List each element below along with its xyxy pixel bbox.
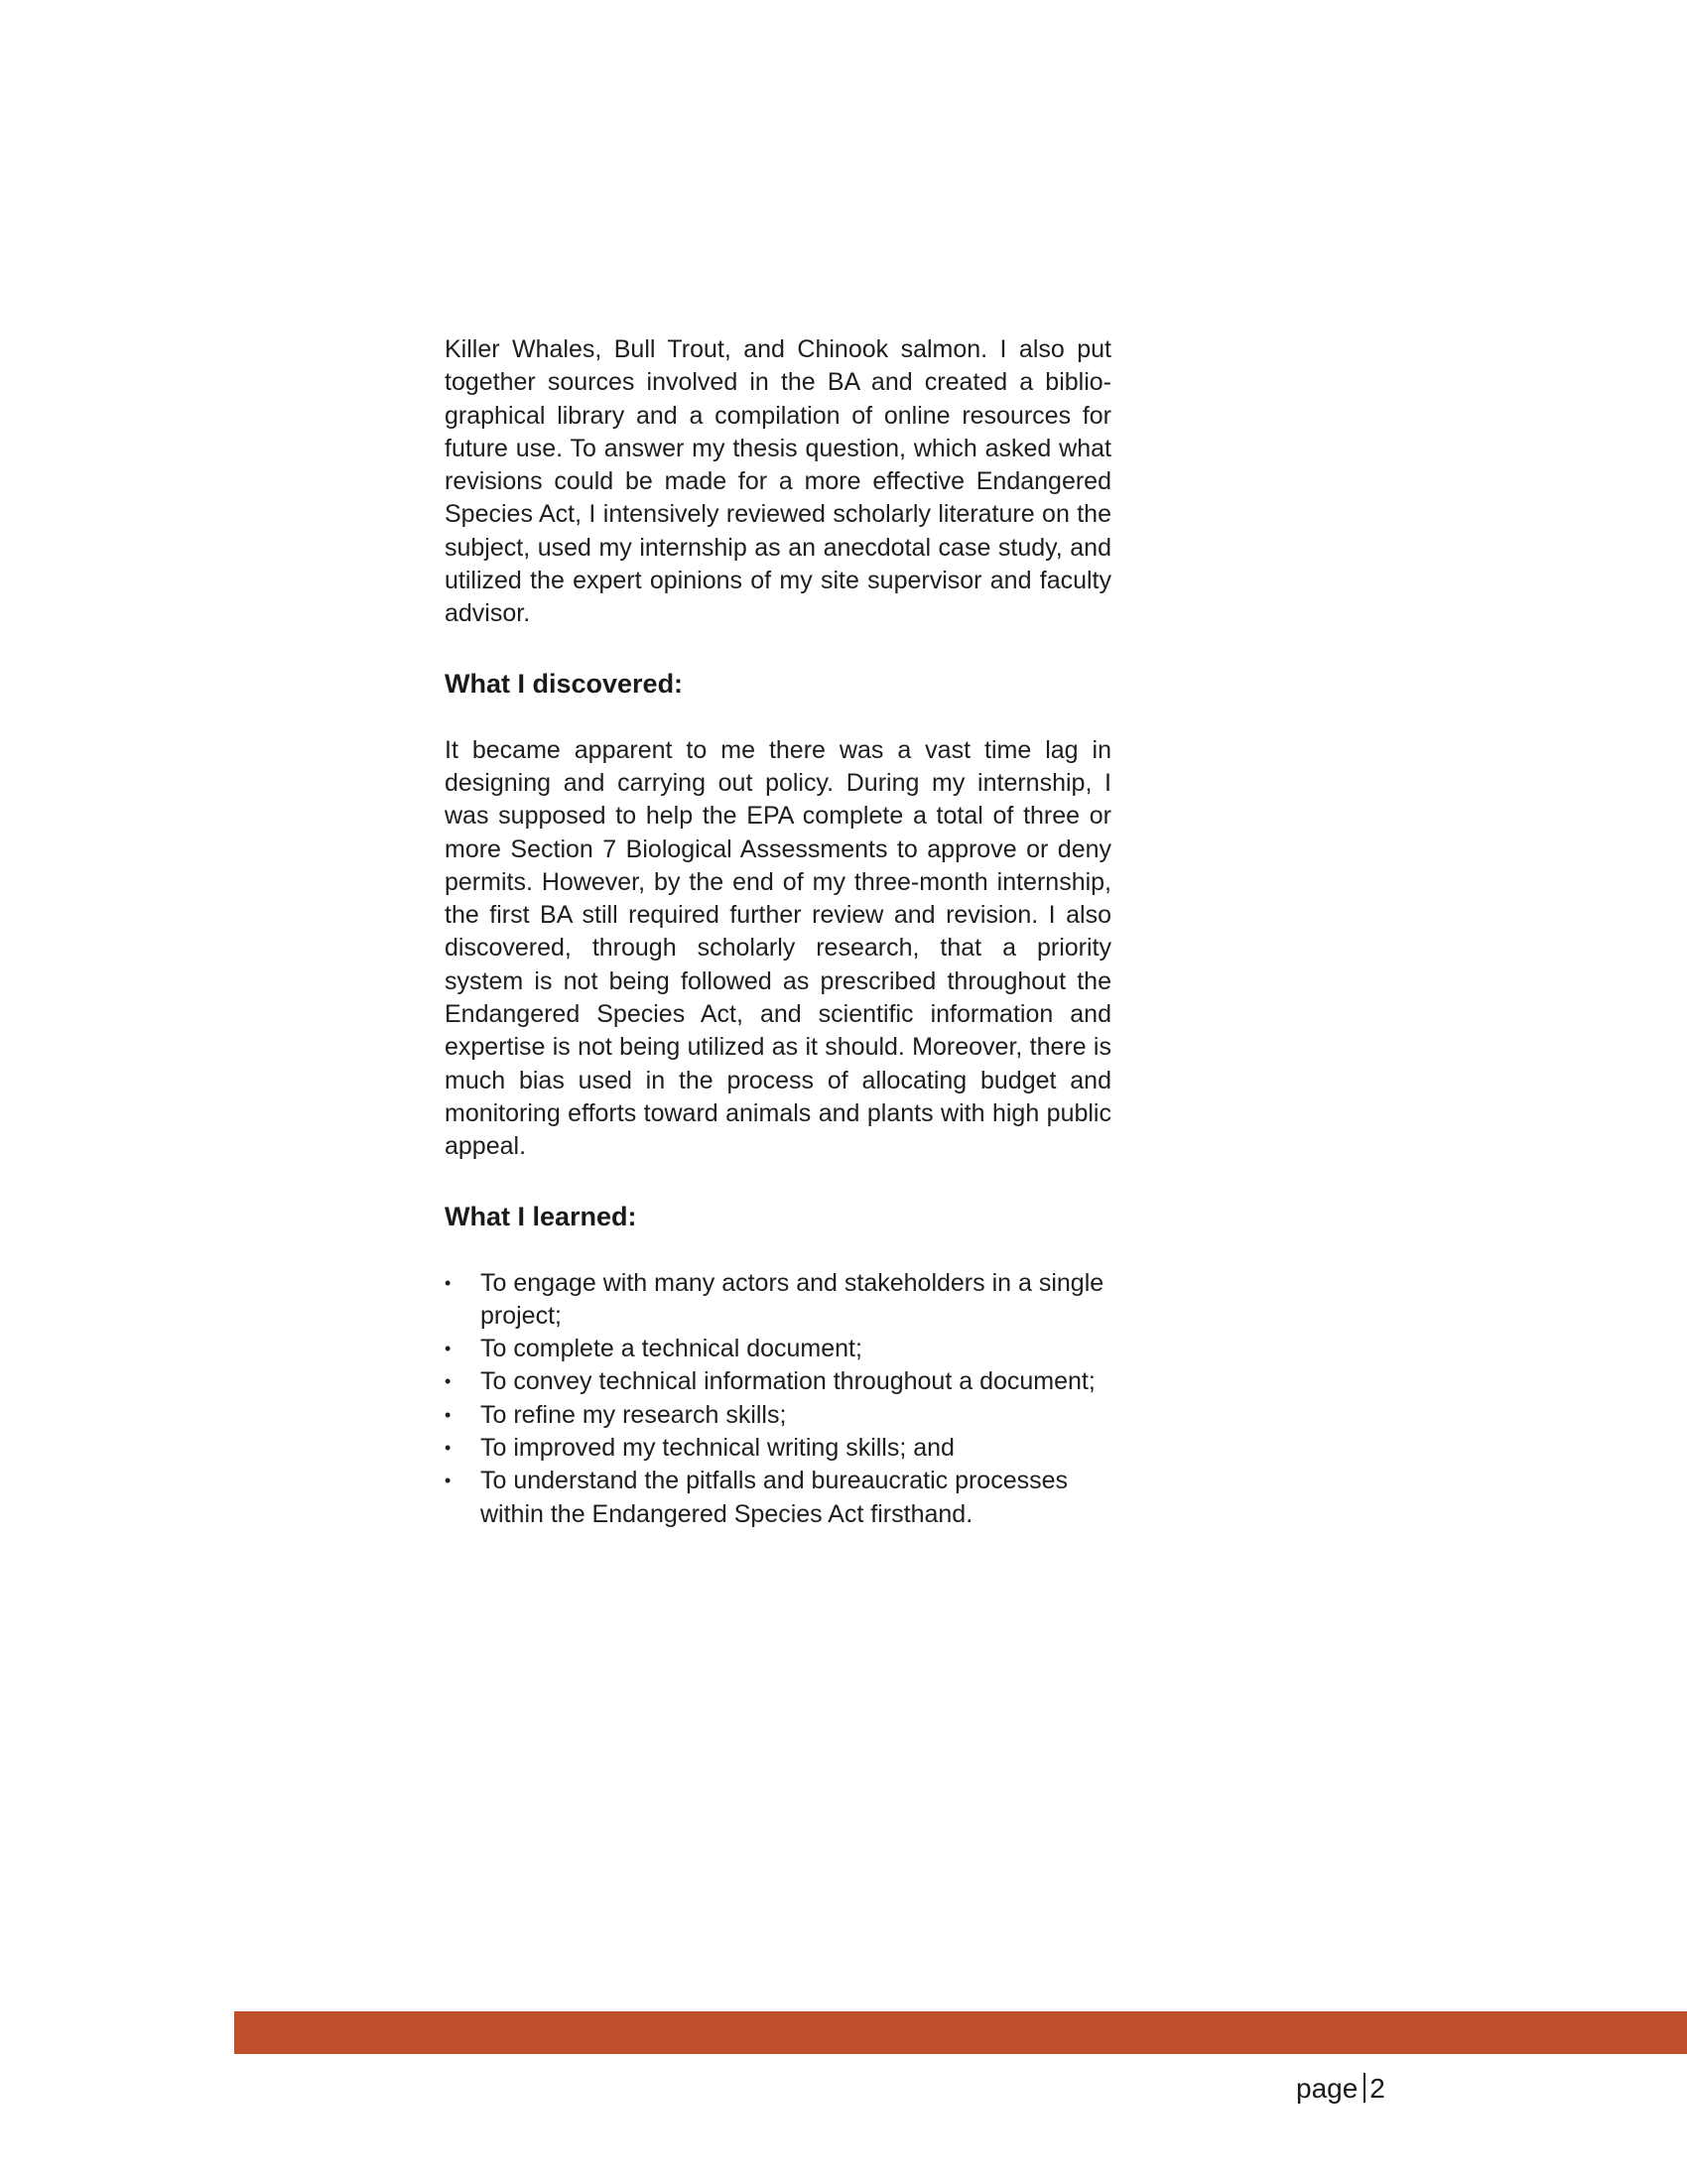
list-item <box>445 1267 1111 1334</box>
footer-accent-bar <box>234 2011 1687 2054</box>
bullet-icon: • <box>445 1371 452 1392</box>
list-item <box>445 1432 1111 1465</box>
list-item <box>445 1365 1111 1398</box>
page-number <box>1296 2071 1385 2107</box>
bullet-icon: • <box>445 1404 452 1425</box>
list-item <box>445 1465 1111 1531</box>
intro-paragraph: Killer Whales, Bull Trout, and Chinook salmon. I also put together sources involved in the BA and created a bibliographical library and a compilation of online resources for future use. To answer my thesis question, which asked what revisions could be made for a more effective Endangered Species Act, I intensively reviewed scholarly literature on the subject, used my internship as an anecdotal case study, and utilized the expert opinions of my site supervisor and faculty advisor. <box>445 335 1111 628</box>
list-item-text: To improved my technical writing skills; and <box>480 1434 955 1463</box>
list-item <box>445 1399 1111 1432</box>
page-number-value: 2 <box>1369 2073 1385 2104</box>
learned-list <box>445 1267 1111 1531</box>
page-separator <box>1363 2073 1365 2103</box>
list-item-text: To refine my research skills; <box>480 1400 787 1429</box>
discovered-heading: What I discovered: <box>445 668 684 699</box>
page-label: page <box>1296 2073 1359 2104</box>
bullet-icon: • <box>445 1272 452 1293</box>
bullet-icon: • <box>445 1438 452 1459</box>
discovered-paragraph: It became apparent to me there was a vast time lag in designing and carrying out policy. During my internship, I was supposed to help the EPA complete a total of three or more Section 7 Biological Assessments to approve or deny permits. However, by the end of my three-month internship, the first BA still required further review and revision. I also discovered, through scholarly research, that a priority system is not being followed as prescribed throughout the Endangered Species Act, and scientific information and expertise is not being utilized as it should. Moreover, there is much bias used in the process of allocating budget and monitoring efforts toward animals and plants with high public appeal. <box>445 735 1111 1161</box>
list-item-text: To complete a technical document; <box>480 1335 862 1363</box>
bullet-icon: • <box>445 1471 452 1491</box>
list-item-text: To engage with many actors and stakeholders in a single project; <box>480 1268 1104 1330</box>
bullet-icon: • <box>445 1339 452 1359</box>
list-item <box>445 1333 1111 1365</box>
document-body <box>445 333 1111 1531</box>
learned-heading: What I learned: <box>445 1201 637 1231</box>
list-item-text: To understand the pitfalls and bureaucratic processes within the Endangered Species Act firsthand. <box>480 1467 1069 1528</box>
list-item-text: To convey technical information throughout a document; <box>480 1367 1096 1396</box>
